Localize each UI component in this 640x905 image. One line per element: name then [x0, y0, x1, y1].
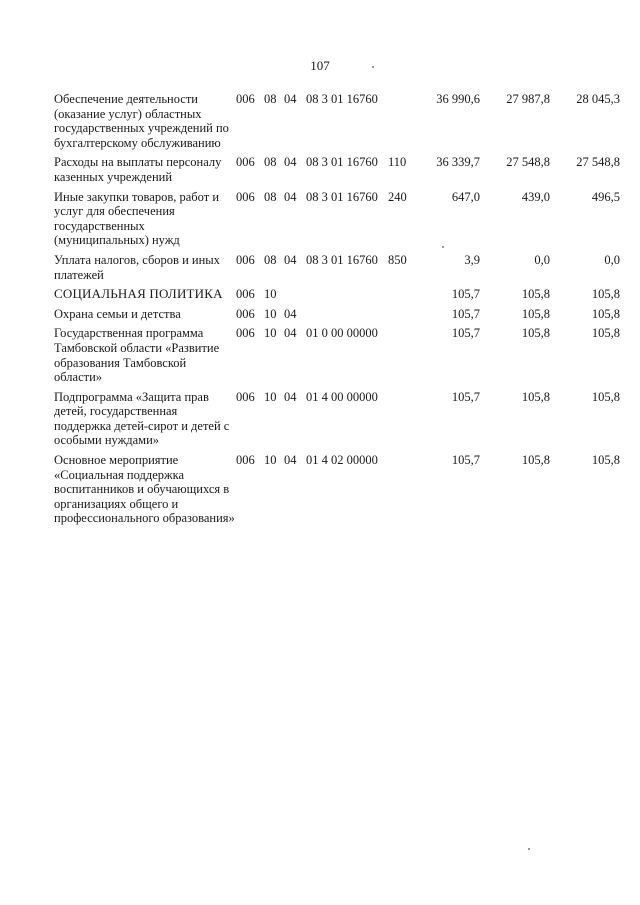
expense-name: Уплата налогов, сборов и иных платежей: [54, 252, 220, 282]
amount-year-2: 27 987,8: [506, 92, 550, 106]
ministry-code: 006: [236, 155, 255, 170]
table-row: [54, 307, 620, 327]
ministry-code: 006: [236, 326, 255, 341]
expense-type-code: [388, 307, 418, 327]
expense-name: Основное мероприятие «Социальная поддержка воспитанников и обучающихся в организациях общего и профессионального образования»: [54, 453, 235, 526]
subsection-code: 04: [284, 155, 297, 170]
target-article-code: 08 3 01 16760: [306, 92, 378, 106]
amount-year-3: 105,8: [591, 389, 620, 404]
amount-year-3: 27 548,8: [576, 155, 620, 170]
section-code: 08: [264, 155, 277, 170]
table-row: [54, 287, 620, 307]
expense-name: Расходы на выплаты персоналу казенных учреждений: [54, 155, 222, 184]
amount-year-1: 105,7: [451, 453, 480, 468]
table-row: [54, 253, 620, 287]
table-row: [54, 453, 620, 531]
expense-name: Обеспечение деятельности (оказание услуг) областных государственных учреждений по бухгалтерскому обслуживанию: [54, 92, 229, 150]
ministry-code: 006: [236, 189, 255, 204]
expense-type-code: [388, 390, 418, 453]
table-row: [54, 326, 620, 389]
amount-year-3: 28 045,3: [576, 92, 620, 106]
expense-type-code: [388, 287, 418, 307]
target-article-code: [306, 307, 388, 327]
amount-year-2: 105,8: [521, 453, 550, 468]
expense-type-code: 850: [388, 252, 407, 267]
table-row: [54, 390, 620, 453]
amount-year-2: 105,8: [521, 306, 550, 321]
section-code: 10: [264, 306, 277, 321]
amount-year-3: 496,5: [591, 189, 620, 204]
ministry-code: 006: [236, 306, 255, 321]
subsection-code: [284, 287, 306, 307]
expense-type-code: [388, 92, 418, 155]
subsection-code: 04: [284, 306, 297, 321]
ministry-code: 006: [236, 453, 255, 468]
amount-year-3: 0,0: [604, 252, 620, 267]
amount-year-1: 105,7: [451, 306, 480, 321]
subsection-code: 04: [284, 326, 297, 341]
ministry-code: 006: [236, 287, 255, 302]
table-row: [54, 190, 620, 253]
section-code: 10: [264, 389, 277, 404]
table-row: [54, 92, 620, 155]
amount-year-3: 105,8: [591, 326, 620, 341]
section-code: 10: [264, 326, 277, 341]
amount-year-2: 0,0: [534, 252, 550, 267]
expense-name: Государственная программа Тамбовской области «Развитие образования Тамбовской области»: [54, 326, 220, 385]
ministry-code: 006: [236, 389, 255, 404]
amount-year-1: 105,7: [451, 287, 480, 302]
expense-type-code: [388, 326, 418, 389]
amount-year-1: 36 990,6: [436, 92, 480, 106]
amount-year-3: 105,8: [591, 306, 620, 321]
budget-table: [54, 92, 620, 531]
amount-year-1: 36 339,7: [436, 155, 480, 170]
target-article-code: 08 3 01 16760: [306, 252, 378, 267]
amount-year-1: 3,9: [464, 252, 480, 267]
page-number: 107: [310, 58, 330, 73]
amount-year-3: 105,8: [591, 453, 620, 468]
target-article-code: 01 4 02 00000: [306, 453, 378, 468]
section-code: 08: [264, 252, 277, 267]
amount-year-1: 105,7: [451, 389, 480, 404]
subsection-code: 04: [284, 252, 297, 267]
expense-name: Иные закупки товаров, работ и услуг для обеспечения государственных (муниципальных) нужд: [54, 189, 220, 248]
section-code: 10: [264, 287, 277, 302]
section-code: 10: [264, 453, 277, 468]
amount-year-2: 105,8: [521, 389, 550, 404]
subsection-code: 04: [284, 92, 297, 106]
target-article-code: 01 4 00 00000: [306, 389, 378, 404]
ministry-code: 006: [236, 92, 255, 106]
target-article-code: 01 0 00 00000: [306, 326, 378, 341]
amount-year-3: 105,8: [591, 287, 620, 302]
table-row: [54, 155, 620, 189]
amount-year-1: 647,0: [451, 189, 480, 204]
scan-speck: [372, 66, 374, 68]
expense-type-code: 110: [388, 155, 407, 170]
target-article-code: [306, 287, 388, 307]
scan-speck: [442, 246, 444, 248]
amount-year-2: 439,0: [521, 189, 550, 204]
scan-speck: [528, 848, 530, 850]
target-article-code: 08 3 01 16760: [306, 155, 378, 170]
expense-name: Подпрограмма «Защита прав детей, государственная поддержка детей-сирот и детей с особыми нуждами»: [54, 389, 230, 448]
amount-year-2: 105,8: [521, 326, 550, 341]
section-code: 08: [264, 189, 277, 204]
section-code: 08: [264, 92, 277, 106]
expense-type-code: 240: [388, 189, 407, 204]
amount-year-2: 105,8: [521, 287, 550, 302]
subsection-code: 04: [284, 189, 297, 204]
amount-year-1: 105,7: [451, 326, 480, 341]
subsection-code: 04: [284, 389, 297, 404]
expense-name: Охрана семьи и детства: [54, 306, 181, 321]
amount-year-2: 27 548,8: [506, 155, 550, 170]
subsection-code: 04: [284, 453, 297, 468]
section-heading: СОЦИАЛЬНАЯ ПОЛИТИКА: [54, 286, 223, 302]
expense-type-code: [388, 453, 418, 531]
ministry-code: 006: [236, 252, 255, 267]
target-article-code: 08 3 01 16760: [306, 189, 378, 204]
